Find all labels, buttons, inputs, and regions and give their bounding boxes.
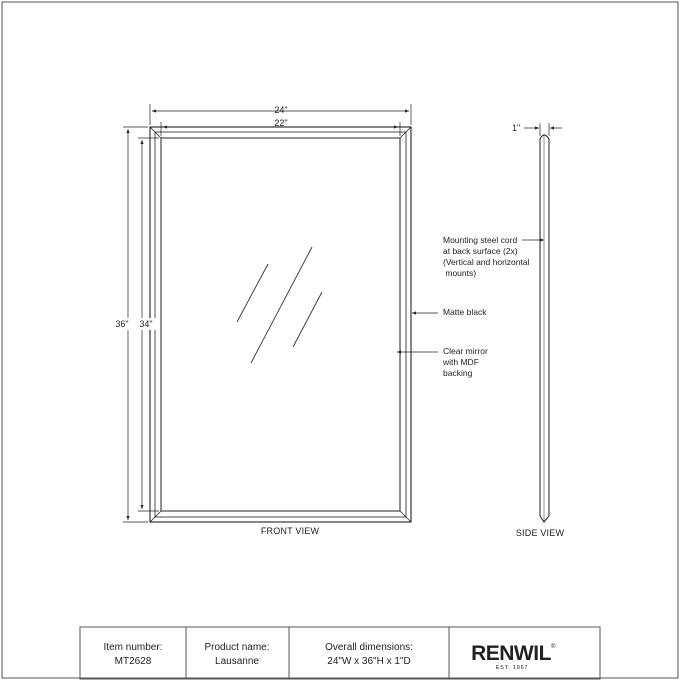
mounting-note [443, 235, 530, 278]
frame-outer [150, 127, 411, 522]
depth-label: 1" [512, 123, 521, 133]
depth-dimension [524, 123, 562, 136]
item-number-value: MT2628 [114, 656, 152, 667]
frame-miters [150, 127, 411, 522]
finish-note: Matte black [443, 307, 487, 317]
brand-name: RENWIL [471, 642, 551, 665]
inner-width-label: 22" [274, 118, 288, 128]
side-view-label: SIDE VIEW [515, 528, 565, 538]
dimensions-label: Overall dimensions: [325, 642, 413, 653]
side-profile [540, 135, 549, 522]
sheet-border [2, 2, 678, 678]
front-view-label: FRONT VIEW [260, 526, 320, 536]
mirror-note-line: with MDF [443, 357, 479, 367]
mounting-note-line: (Vertical and horizontal [443, 257, 530, 267]
mirror-edge [161, 138, 400, 511]
front-view [113, 104, 411, 536]
mirror-note-line: Clear mirror [443, 346, 488, 356]
mounting-note-line: mounts) [443, 268, 477, 278]
dimensions-value: 24"W x 36"H x 1"D [327, 656, 411, 667]
outer-width-label: 24" [274, 105, 288, 115]
mounting-note-line: at back surface (2x) [443, 246, 518, 256]
mirror-note [442, 346, 488, 378]
title-block [80, 627, 600, 679]
side-view [512, 123, 564, 538]
brand-established: EST. 1967 [495, 665, 529, 671]
mirror-note-line: backing [443, 368, 473, 378]
mounting-note-line: Mounting steel cord [443, 235, 518, 245]
product-name-value: Lausanne [215, 656, 259, 667]
frame-bevel [155, 132, 406, 517]
outer-height-label: 36" [115, 319, 129, 329]
item-number-label: Item number: [103, 642, 163, 653]
mirror-reflection-marks [237, 247, 322, 363]
renwil-logo [471, 642, 556, 671]
brand-trademark: ® [551, 644, 556, 650]
product-name-label: Product name: [204, 642, 270, 653]
inner-height-label: 34" [139, 319, 153, 329]
